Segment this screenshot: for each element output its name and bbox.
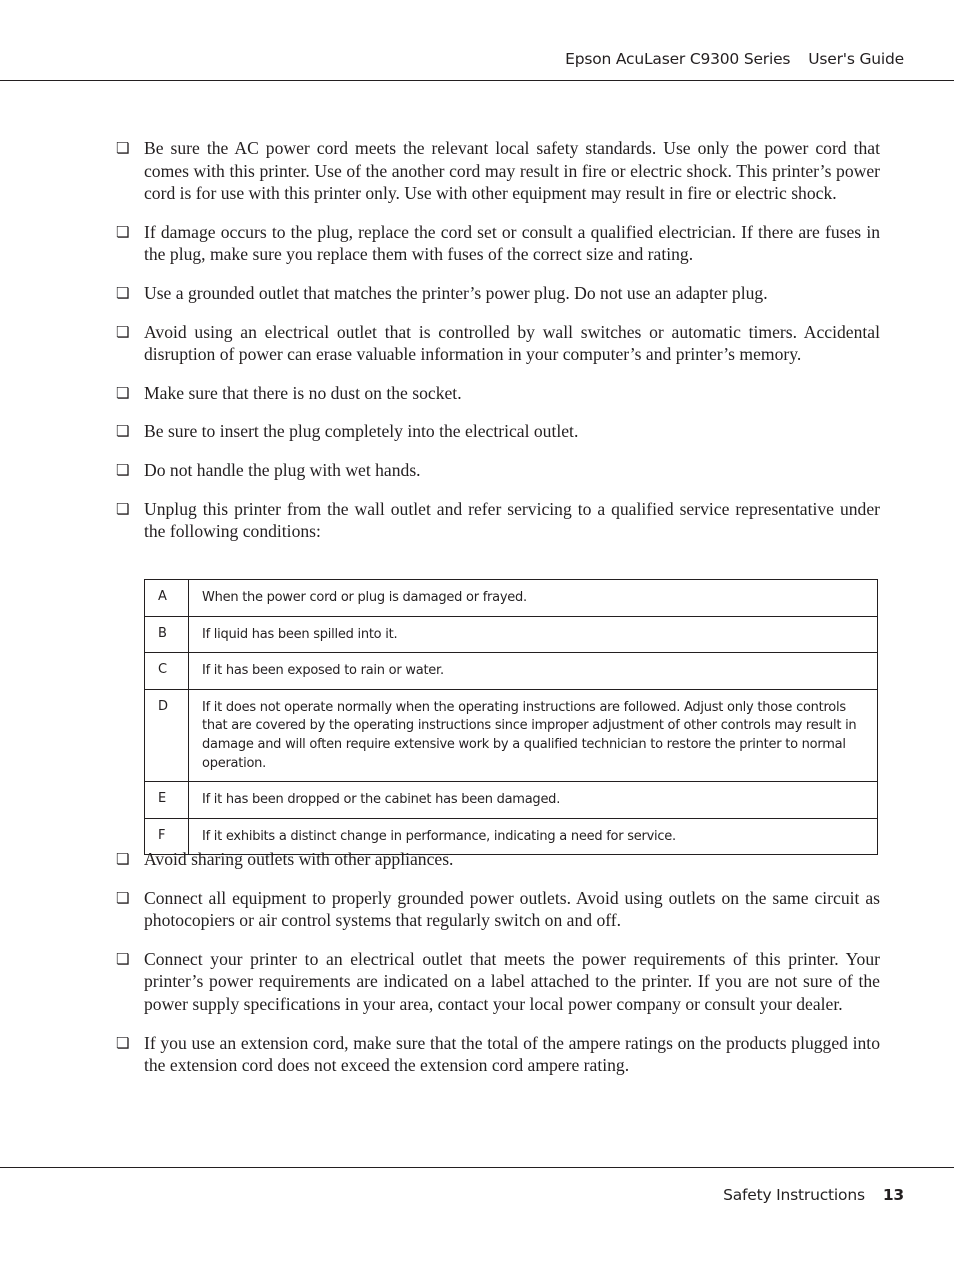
list-item-text: If damage occurs to the plug, replace the cord set or consult a qualified electrician. If there are fuses in the plug, make sure you replace them with fuses of the correct size and rating. [144, 221, 880, 265]
list-item [116, 137, 880, 205]
safety-list-bottom [116, 848, 880, 1093]
list-item-text: Do not handle the plug with wet hands. [144, 459, 421, 480]
list-item [116, 887, 880, 932]
table-row [145, 616, 878, 653]
row-letter: E [145, 782, 189, 819]
header-product: Epson AcuLaser C9300 Series [565, 50, 791, 68]
row-letter: D [145, 689, 189, 781]
list-item-text: Unplug this printer from the wall outlet and refer servicing to a qualified service representative under the following conditions: [144, 498, 880, 542]
row-description: If it has been dropped or the cabinet has been damaged. [189, 782, 878, 819]
list-item-text: Connect all equipment to properly grounded power outlets. Avoid using outlets on the same circuit as photocopiers or air control systems that regularly switch on and off. [144, 887, 880, 931]
row-description: When the power cord or plug is damaged or frayed. [189, 580, 878, 617]
header-doc-title: User's Guide [808, 50, 904, 68]
page-number: 13 [882, 1186, 904, 1204]
table-row [145, 689, 878, 781]
list-item-text: Connect your printer to an electrical outlet that meets the power requirements of this printer. Your printer’s power requirements are indicated on a label attached to the printer. If you are not sure of the power supply specifications in your area, contact your local power company or consult your dealer. [144, 948, 880, 1014]
row-description: If it has been exposed to rain or water. [189, 653, 878, 690]
conditions-table [144, 579, 878, 855]
table-row [145, 782, 878, 819]
list-item [116, 321, 880, 366]
checkbox-bullet-icon [116, 420, 144, 443]
checkbox-bullet-icon [116, 948, 144, 1016]
safety-list-top [116, 137, 880, 559]
list-item [116, 459, 880, 482]
list-item [116, 498, 880, 543]
list-item [116, 221, 880, 266]
checkbox-bullet-icon [116, 321, 144, 366]
checkbox-bullet-icon [116, 137, 144, 205]
row-description: If it does not operate normally when the operating instructions are followed. Adjust only those controls that are covered by the operating instructions since improper adjustment of other controls may result in damage and will often require extensive work by a qualified technician to restore the printer to normal operation. [189, 689, 878, 781]
checkbox-bullet-icon [116, 382, 144, 405]
list-item [116, 420, 880, 443]
header-rule [0, 80, 954, 81]
list-item-text: Be sure the AC power cord meets the relevant local safety standards. Use only the power cord that comes with this printer. Use of the another cord may result in fire or electric shock. This printer’s power cord is for use with this printer only. Use with other equipment may result in fire or electric shock. [144, 138, 880, 204]
list-item-text: Avoid using an electrical outlet that is controlled by wall switches or automatic timers. Accidental disruption of power can erase valuable information in your computer’s and printer’s memory. [144, 321, 880, 365]
list-item-text: Make sure that there is no dust on the socket. [144, 382, 462, 403]
list-item [116, 948, 880, 1016]
row-description: If it exhibits a distinct change in performance, indicating a need for service. [189, 818, 878, 855]
list-item-text: Be sure to insert the plug completely into the electrical outlet. [144, 421, 579, 442]
list-item [116, 282, 880, 305]
row-letter: A [145, 580, 189, 617]
list-item [116, 1032, 880, 1077]
table-row [145, 580, 878, 617]
list-item [116, 848, 880, 871]
running-header [565, 50, 904, 68]
row-letter: C [145, 653, 189, 690]
row-letter: B [145, 616, 189, 653]
checkbox-bullet-icon [116, 848, 144, 871]
row-letter: F [145, 818, 189, 855]
running-footer [723, 1186, 904, 1204]
table-row [145, 653, 878, 690]
list-item-text: If you use an extension cord, make sure that the total of the ampere ratings on the products plugged into the extension cord does not exceed the extension cord ampere rating. [144, 1032, 880, 1076]
checkbox-bullet-icon [116, 498, 144, 543]
checkbox-bullet-icon [116, 282, 144, 305]
checkbox-bullet-icon [116, 1032, 144, 1077]
footer-rule [0, 1167, 954, 1168]
row-description: If liquid has been spilled into it. [189, 616, 878, 653]
list-item-text: Avoid sharing outlets with other appliances. [144, 849, 454, 869]
checkbox-bullet-icon [116, 459, 144, 482]
footer-section: Safety Instructions [723, 1186, 865, 1204]
list-item [116, 382, 880, 405]
checkbox-bullet-icon [116, 221, 144, 266]
list-item-text: Use a grounded outlet that matches the printer’s power plug. Do not use an adapter plug. [144, 282, 768, 303]
checkbox-bullet-icon [116, 887, 144, 932]
